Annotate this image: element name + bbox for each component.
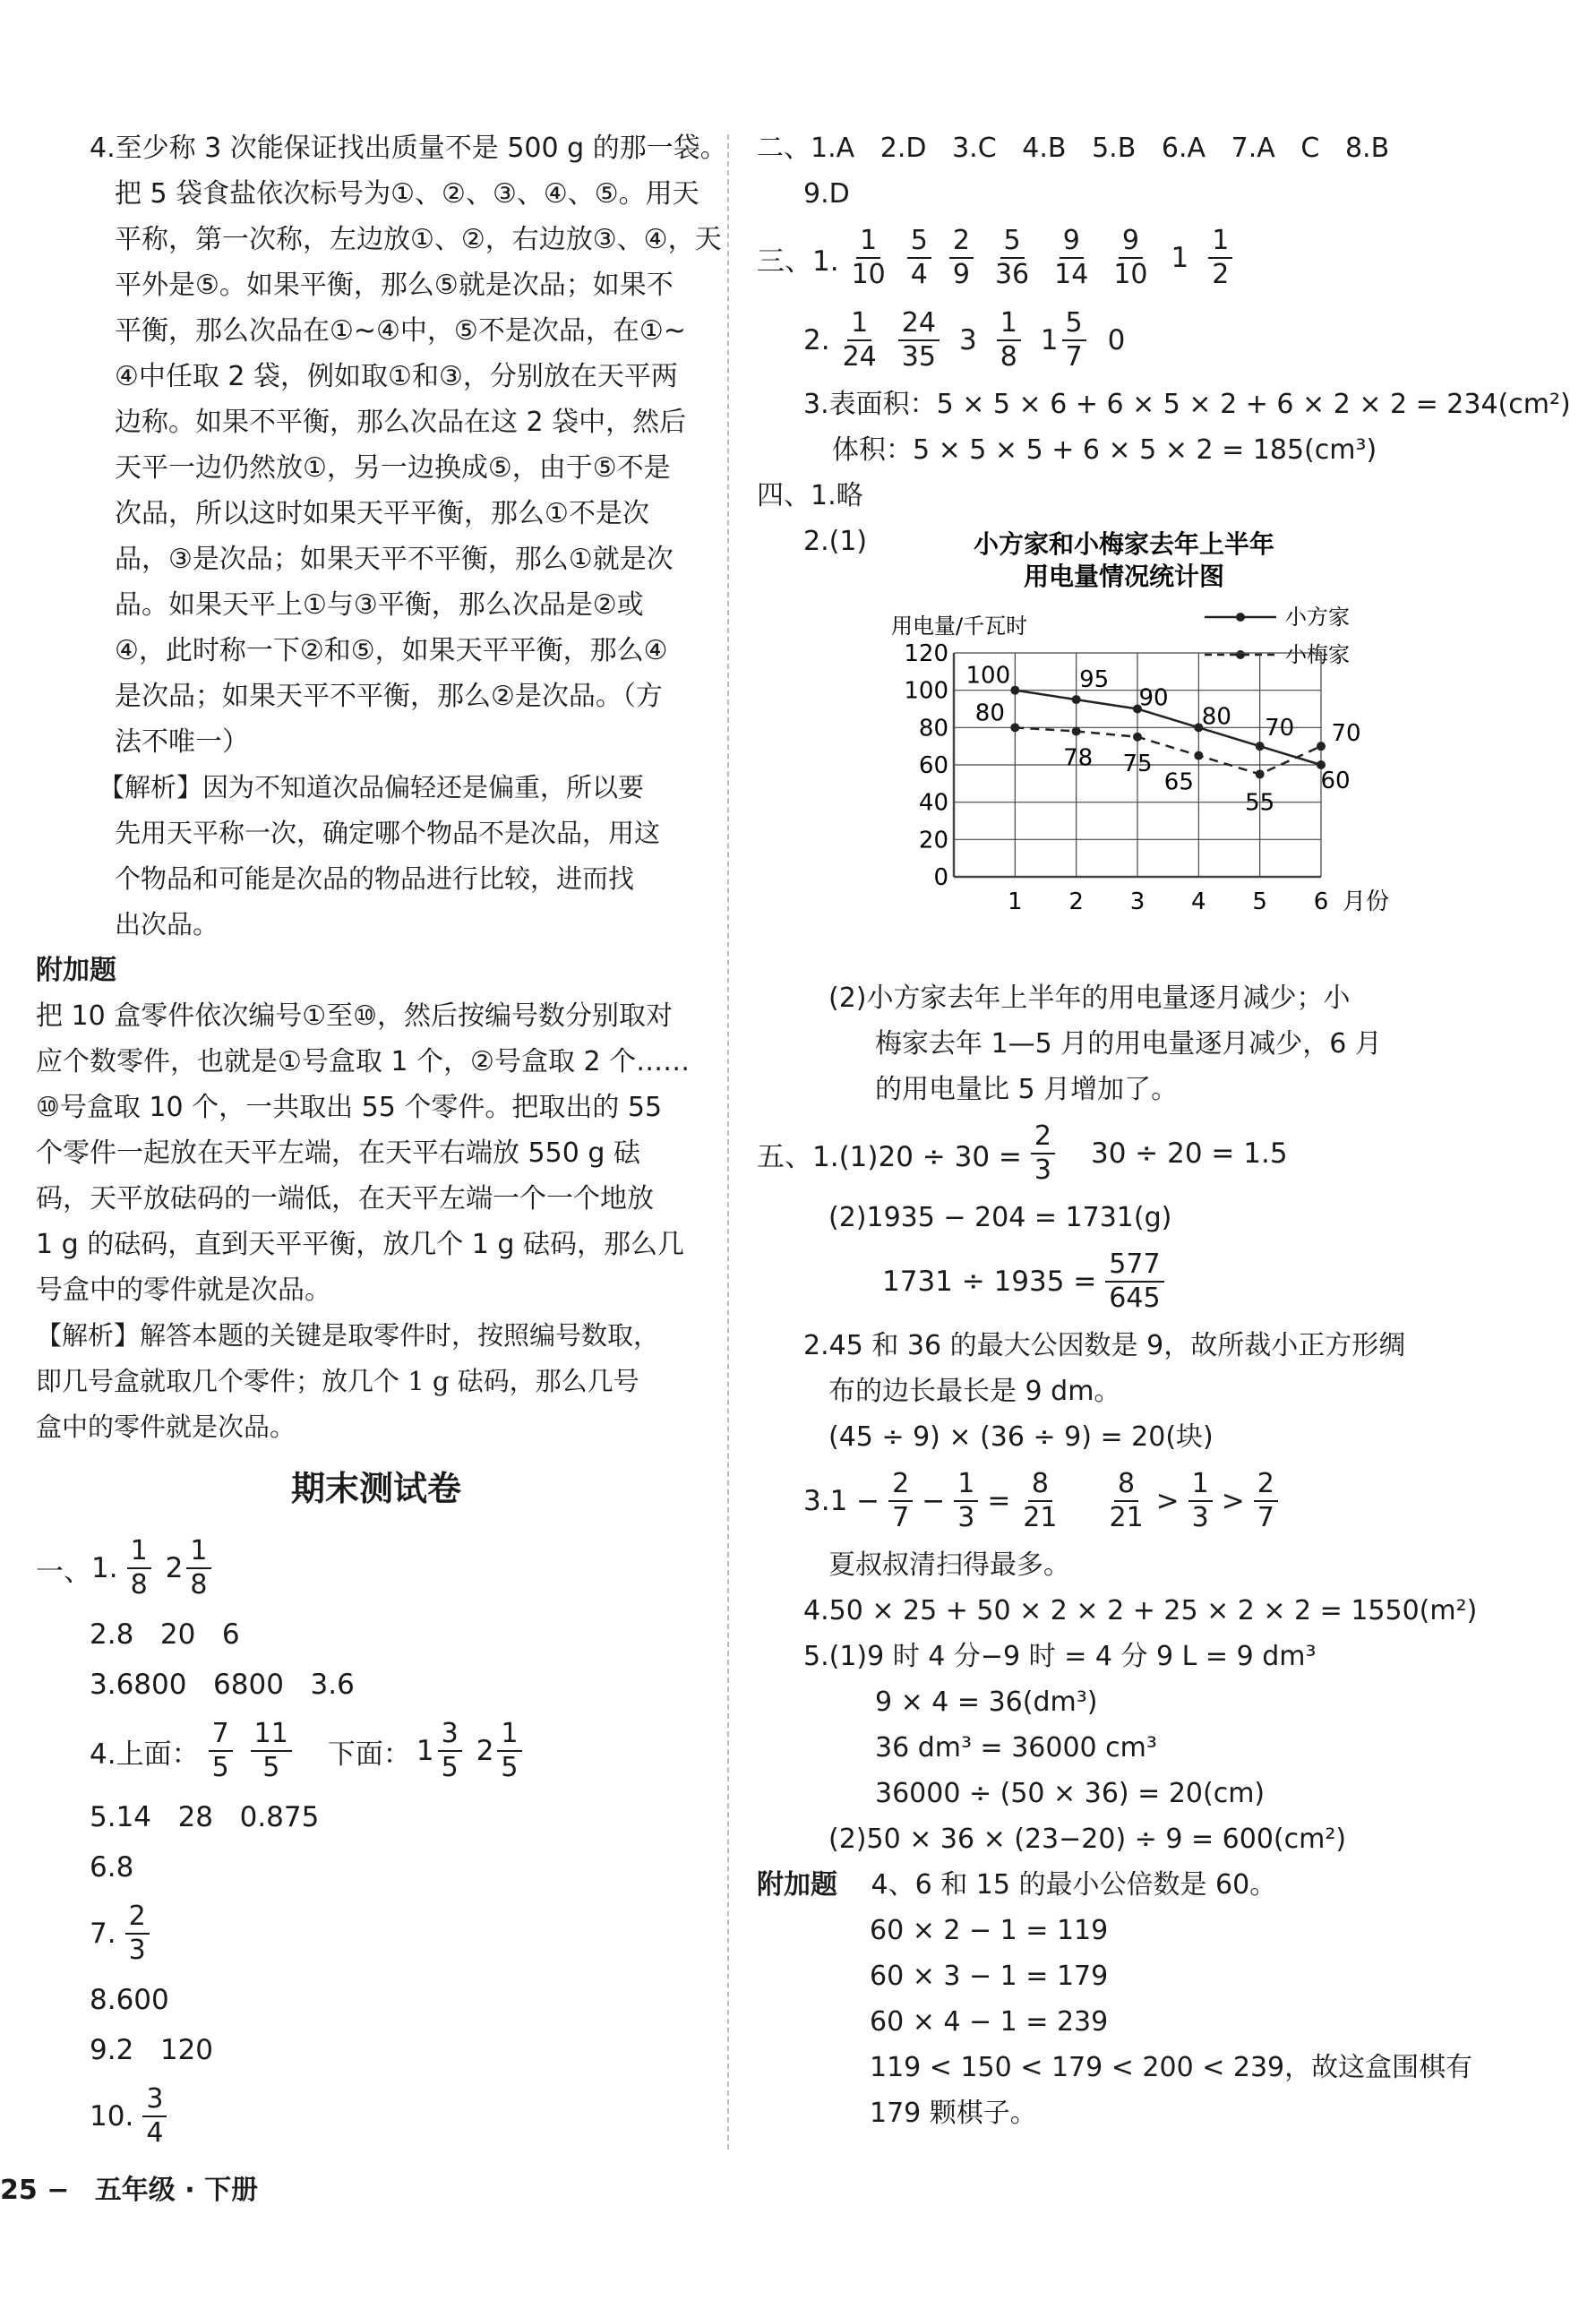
fraction: $\frac{1}{10}$ — [851, 225, 886, 290]
chart-question-label: 2.(1) — [803, 526, 868, 557]
y-tick-label: 40 — [918, 789, 948, 817]
mixed-number: 2 $\frac{1}{8}$ — [166, 1538, 220, 1599]
q4-line: ④，此时称一下②和⑤，如果天平平衡，那么④ — [115, 635, 668, 666]
x-tick-label: 6 — [1313, 888, 1329, 915]
data-point — [1010, 686, 1019, 695]
answer-3: 3.6800 6800 3.6 — [90, 1669, 355, 1701]
operator: − — [922, 1485, 946, 1517]
operator: > — [1221, 1485, 1245, 1517]
x-axis-label: 月份 — [1342, 888, 1390, 915]
fraction: $\frac{9}{14}$ — [1054, 225, 1089, 290]
equation-text: 1731 ÷ 1935 = — [882, 1266, 1097, 1298]
y-axis-label: 用电量/千瓦时 — [891, 614, 1028, 639]
q4-line: 平外是⑤。如果平衡，那么⑤就是次品；如果不 — [115, 270, 674, 301]
q4-line: 平衡，那么次品在①~④中，⑤不是次品，在①~ — [115, 315, 686, 347]
data-label: 55 — [1245, 789, 1275, 817]
answer-9: 9.2 120 — [90, 2034, 214, 2066]
section-5-q1-p2: (2)1935 − 204 = 1731(g) — [828, 1202, 1172, 1233]
section-3-q3-volume: 体积：5 × 5 × 5 + 6 × 5 × 2 = 185(cm³) — [832, 434, 1377, 466]
extra-line: 60 × 2 − 1 = 119 — [870, 1915, 1109, 1946]
answer-label: 10. — [90, 2100, 134, 2133]
data-point — [1256, 742, 1265, 751]
mixed-number: 2 $\frac{1}{5}$ — [476, 1721, 531, 1781]
data-label: 70 — [1265, 715, 1295, 742]
x-tick-label: 3 — [1129, 888, 1146, 915]
page-number: 25 − — [0, 2175, 70, 2206]
q4-line: 品，③是次品；如果天平不平衡，那么①就是次 — [115, 544, 674, 575]
extra-line: 119 < 150 < 179 < 200 < 239，故这盒围棋有 — [870, 2052, 1473, 2083]
section-5-q5-line: 9 × 4 = 36(dm³) — [875, 1686, 1098, 1718]
answer-label: 4.上面： — [90, 1738, 200, 1771]
section-5-q5-line: 5.(1)9 时 4 分−9 时 = 4 分 9 L = 9 dm³ — [803, 1641, 1317, 1672]
data-label: 100 — [965, 662, 1011, 690]
legend-label: 小方家 — [1285, 605, 1350, 630]
data-label: 95 — [1079, 666, 1110, 694]
q4-line: 边称。如果不平衡，那么次品在这 2 袋中，然后 — [115, 407, 687, 438]
q4-line: 把 5 袋食盐依次标号为①、②、③、④、⑤。用天 — [115, 178, 699, 210]
legend-marker — [1236, 613, 1245, 622]
mixed-number: 1 $\frac{5}{7}$ — [1041, 310, 1095, 371]
q4-line: 天平一边仍然放①，另一边换成⑤，由于⑤不是 — [115, 452, 671, 484]
analysis-line: 【解析】因为不知道次品偏轻还是偏重，所以要 — [99, 772, 645, 802]
q4-line: 是次品；如果天平不平衡，那么②是次品。（方 — [115, 681, 663, 712]
extra-line: 4、6 和 15 的最小公倍数是 60。 — [871, 1869, 1277, 1901]
fraction: $\frac{5}{4}$ — [907, 227, 931, 288]
y-tick-label: 80 — [918, 715, 948, 742]
fraction: $\frac{1}{8}$ — [997, 310, 1021, 371]
fraction: $\frac{1}{3}$ — [954, 1471, 978, 1532]
analysis-line: 即几号盒就取几个零件；放几个 1 g 砝码，那么几号 — [36, 1366, 639, 1396]
operator: = — [987, 1485, 1011, 1517]
fraction: $\frac{2}{3}$ — [125, 1903, 150, 1964]
q4-line: 品。如果天平上①与③平衡，那么次品是②或 — [115, 589, 644, 621]
q4-analysis — [36, 765, 716, 948]
data-label: 90 — [1138, 684, 1169, 712]
analysis-line: 【解析】解答本题的关键是取零件时，按照编号数取， — [36, 1320, 660, 1351]
chart-block — [757, 519, 1563, 975]
x-tick-label: 1 — [1008, 888, 1023, 915]
chart-subtitle: 用电量情况统计图 — [1023, 562, 1225, 591]
extra-line: 个零件一起放在天平左端，在天平右端放 550 g 砝 — [36, 1137, 640, 1169]
legend-marker — [1236, 650, 1245, 659]
extra-line: 码，天平放砝码的一端低，在天平左端一个一个地放 — [36, 1183, 654, 1214]
extra-line: ⑩号盒取 10 个，一共取出 55 个零件。把取出的 55 — [36, 1092, 663, 1123]
y-tick-label: 0 — [933, 864, 948, 891]
section-5-q5-line: (2)50 × 36 × (23−20) ÷ 9 = 600(cm²) — [828, 1824, 1347, 1855]
y-tick-label: 100 — [904, 677, 948, 705]
chart-conclusion-line: 的用电量比 5 月增加了。 — [875, 1074, 1179, 1105]
section-5-q1-p1 — [757, 1112, 1563, 1195]
section-5-q1-p3 — [757, 1240, 1563, 1323]
extra-line: 1 g 的砝码，直到天平平衡，放几个 1 g 砝码，那么几 — [36, 1229, 684, 1260]
integer-answer: 1 — [1171, 242, 1189, 274]
fraction: $\frac{577}{645}$ — [1105, 1251, 1163, 1312]
section-prefix: 一、 — [36, 1555, 91, 1588]
fraction: $\frac{1}{24}$ — [842, 307, 877, 373]
fraction: $\frac{5}{36}$ — [994, 225, 1030, 290]
fraction: $\frac{7}{5}$ — [209, 1721, 233, 1781]
data-point — [1194, 751, 1203, 760]
data-point — [1010, 723, 1019, 732]
fraction: $\frac{3}{4}$ — [142, 2086, 167, 2147]
q4-line: 4.至少称 3 次能保证找出质量不是 500 g 的那一袋。 — [90, 133, 727, 164]
extra-question-title: 附加题 — [757, 1869, 837, 1901]
extra-answer — [36, 993, 716, 1313]
section-2-cont: 9.D — [803, 178, 850, 210]
answer-2: 2.8 20 6 — [90, 1618, 240, 1651]
fraction: $\frac{8}{21}$ — [1023, 1468, 1058, 1533]
operator: > — [1155, 1485, 1180, 1517]
section-3-q3-surface: 3.表面积：5 × 5 × 6 + 6 × 5 × 2 + 6 × 2 × 2 = 234(cm²) — [803, 389, 1571, 420]
right-column — [757, 125, 1571, 2136]
analysis-line: 出次品。 — [115, 909, 219, 940]
section-5-q4: 4.50 × 25 + 50 × 2 × 2 + 25 × 2 × 2 = 1550(m²) — [803, 1595, 1478, 1626]
section-5-q5-line: 36 dm³ = 36000 cm³ — [875, 1732, 1157, 1764]
data-point — [1072, 695, 1081, 704]
extra-question-row — [757, 1862, 1563, 1908]
answer-7 — [36, 1892, 716, 1975]
data-point — [1072, 727, 1081, 736]
data-label: 80 — [1201, 703, 1231, 731]
answer-1 — [36, 1527, 716, 1609]
answer-label: 下面： — [327, 1738, 411, 1771]
data-point — [1133, 733, 1142, 742]
answer-8: 8.600 — [90, 1984, 169, 2016]
fraction: $\frac{1}{2}$ — [1208, 227, 1232, 288]
data-label: 60 — [1320, 768, 1351, 794]
y-tick-label: 20 — [918, 827, 948, 854]
extra-line: 把 10 盒零件依次编号①至⑩，然后按编号数分别取对 — [36, 1000, 674, 1032]
fraction: $\frac{9}{10}$ — [1113, 225, 1148, 290]
fraction: $\frac{11}{5}$ — [251, 1721, 292, 1781]
x-tick-label: 4 — [1191, 888, 1206, 915]
column-divider — [727, 134, 729, 2150]
x-tick-label: 2 — [1068, 888, 1084, 915]
extra-line: 应个数零件，也就是①号盒取 1 个，②号盒取 2 个…… — [36, 1046, 691, 1077]
equation-text: 30 ÷ 20 = 1.5 — [1091, 1137, 1288, 1170]
fraction: $\frac{1}{3}$ — [1188, 1471, 1213, 1532]
q4-answer — [36, 125, 727, 765]
grade-label: 五年级 · 下册 — [94, 2175, 259, 2206]
answer-label: 1. — [91, 1552, 118, 1584]
data-label: 78 — [1063, 744, 1094, 772]
q4-line: 平称，第一次称，左边放①、②，右边放③、④，天 — [115, 224, 722, 255]
analysis-line: 先用天平称一次，确定哪个物品不是次品，用这 — [115, 818, 661, 848]
section-5-q2-line: (45 ÷ 9) × (36 ÷ 9) = 20(块) — [828, 1421, 1214, 1453]
section-5-q3 — [757, 1460, 1563, 1542]
section-5-q2-line: 2.45 和 36 的最大公因数是 9，故所裁小正方形绸 — [803, 1330, 1406, 1361]
section-5-q5-line: 36000 ÷ (50 × 36) = 20(cm) — [875, 1778, 1266, 1809]
legend-label: 小梅家 — [1285, 642, 1350, 667]
q4-line: ④中任取 2 袋，例如取①和③，分别放在天平两 — [115, 361, 678, 392]
section-3-q1 — [757, 217, 1563, 299]
equation-text: 3.1 − — [803, 1485, 880, 1517]
analysis-line: 个物品和可能是次品的物品进行比较，进而找 — [115, 863, 635, 894]
answer-10 — [36, 2075, 716, 2158]
y-tick-label: 120 — [904, 640, 948, 667]
data-label: 75 — [1122, 750, 1153, 777]
q4-line: 法不唯一） — [115, 726, 249, 758]
extra-line: 号盒中的零件就是次品。 — [36, 1274, 331, 1306]
equation-text: 五、1.(1)20 ÷ 30 = — [757, 1140, 1022, 1173]
answer-label: 7. — [90, 1918, 116, 1950]
fraction: $\frac{2}{3}$ — [1031, 1123, 1055, 1184]
data-point — [1256, 769, 1265, 778]
section-2-answers: 二、1.A 2.D 3.C 4.B 5.B 6.A 7.A C 8.B — [757, 133, 1390, 164]
electricity-line-chart — [846, 519, 1545, 975]
fraction: $\frac{2}{9}$ — [949, 227, 974, 288]
answer-label: 2. — [803, 324, 830, 356]
extra-line: 179 颗棋子。 — [870, 2098, 1037, 2129]
data-label: 65 — [1163, 768, 1194, 796]
section-5-q2-line: 布的边长最长是 9 dm。 — [828, 1376, 1121, 1407]
fraction: $\frac{24}{35}$ — [898, 310, 940, 371]
integer-answer: 3 — [958, 324, 977, 356]
data-point — [1317, 742, 1326, 751]
extra-line: 60 × 3 − 1 = 179 — [870, 1961, 1109, 1992]
answer-6: 6.8 — [90, 1851, 134, 1884]
integer-answer: 0 — [1107, 324, 1126, 356]
extra-question-title: 附加题 — [36, 955, 116, 986]
section-5-q3-answer: 夏叔叔清扫得最多。 — [828, 1549, 1070, 1581]
answer-5: 5.14 28 0.875 — [90, 1801, 320, 1833]
left-column — [36, 125, 727, 2158]
fraction: $\frac{8}{21}$ — [1109, 1468, 1144, 1533]
section-4-q1: 四、1.略 — [757, 480, 863, 511]
chart-conclusion-line: 梅家去年 1—5 月的用电量逐月减少，6 月 — [875, 1028, 1382, 1060]
fraction: $\frac{2}{7}$ — [888, 1471, 913, 1532]
section-3-q2 — [757, 299, 1563, 382]
x-tick-label: 5 — [1252, 888, 1267, 915]
exam-title: 期末测试卷 — [290, 1469, 461, 1508]
answer-4 — [36, 1710, 716, 1792]
extra-analysis — [36, 1313, 716, 1450]
fraction: $\frac{1}{8}$ — [127, 1538, 151, 1599]
q4-line: 次品，所以这时如果天平平衡，那么①不是次 — [115, 498, 649, 529]
data-label: 80 — [974, 699, 1005, 727]
extra-line: 60 × 4 − 1 = 239 — [870, 2006, 1109, 2038]
chart-conclusion-line: (2)小方家去年上半年的用电量逐月减少；小 — [828, 983, 1351, 1014]
mixed-number: 1 $\frac{3}{5}$ — [416, 1721, 471, 1781]
page-footer — [0, 2167, 274, 2207]
answer-label: 三、1. — [757, 245, 839, 278]
data-label: 70 — [1331, 720, 1361, 748]
y-tick-label: 60 — [918, 752, 948, 779]
chart-title: 小方家和小梅家去年上半年 — [973, 529, 1275, 559]
analysis-line: 盒中的零件就是次品。 — [36, 1412, 296, 1442]
fraction: $\frac{2}{7}$ — [1254, 1471, 1278, 1532]
